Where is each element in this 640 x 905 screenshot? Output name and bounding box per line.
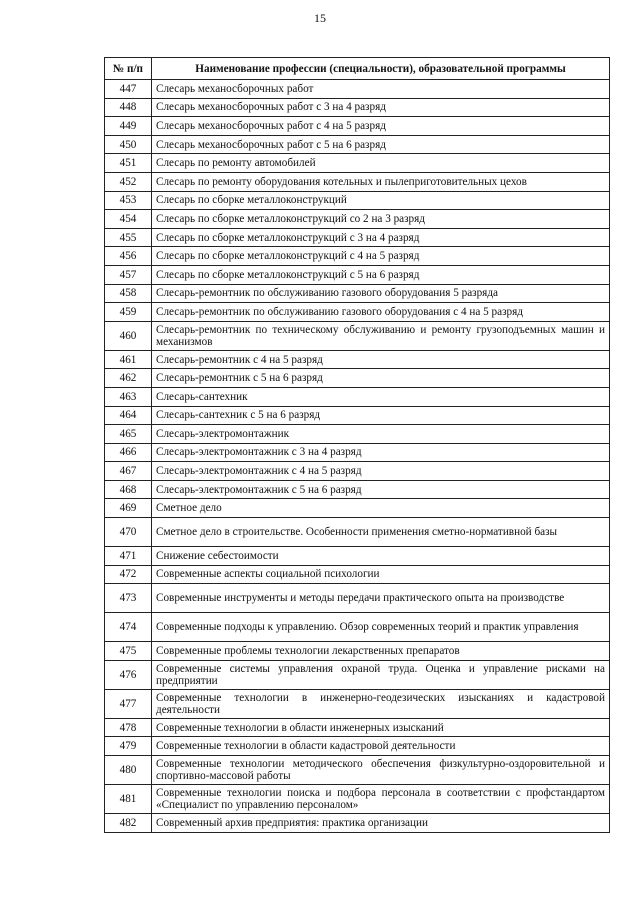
column-header-name: Наименование профессии (специальности), образовательной программы [152,58,610,80]
table-row [105,462,610,481]
row-program-name: Слесарь-электромонтажник [152,425,610,444]
row-number: 477 [105,689,152,718]
row-program-name: Слесарь-сантехник с 5 на 6 разряд [152,406,610,425]
row-program-name: Слесарь по сборке металлоконструкций с 4 на 5 разряд [152,247,610,266]
table-row [105,499,610,518]
row-number: 479 [105,737,152,756]
row-number: 448 [105,98,152,117]
row-program-name: Снижение себестоимости [152,547,610,566]
row-program-name: Современные системы управления охраной труда. Оценка и управление рисками на предприятии [152,660,610,689]
row-program-name: Слесарь-электромонтажник с 3 на 4 разряд [152,443,610,462]
table-row [105,228,610,247]
table-row [105,117,610,136]
table-row [105,689,610,718]
row-number: 449 [105,117,152,136]
row-program-name: Слесарь по ремонту оборудования котельных и пылеприготовительных цехов [152,172,610,191]
table-row [105,642,610,661]
table-row [105,756,610,785]
table-row [105,814,610,833]
row-number: 463 [105,387,152,406]
row-number: 480 [105,756,152,785]
row-number: 451 [105,154,152,173]
table-header-row [105,58,610,80]
row-number: 452 [105,172,152,191]
row-number: 481 [105,785,152,814]
table-row [105,265,610,284]
table-row [105,154,610,173]
row-program-name: Слесарь по ремонту автомобилей [152,154,610,173]
table-row [105,518,610,547]
row-number: 466 [105,443,152,462]
row-number: 469 [105,499,152,518]
table-row [105,135,610,154]
row-number: 460 [105,321,152,350]
row-program-name: Слесарь по сборке металлоконструкций [152,191,610,210]
row-number: 471 [105,547,152,566]
row-number: 458 [105,284,152,303]
row-number: 478 [105,718,152,737]
row-program-name: Слесарь-электромонтажник с 5 на 6 разряд [152,480,610,499]
row-program-name: Слесарь-ремонтник по техническому обслуживанию и ремонту грузоподъемных машин и механизмов [152,321,610,350]
table-row [105,547,610,566]
table-row [105,613,610,642]
row-number: 475 [105,642,152,661]
row-program-name: Слесарь механосборочных работ с 5 на 6 разряд [152,135,610,154]
row-program-name: Слесарь по сборке металлоконструкций с 3 на 4 разряд [152,228,610,247]
row-number: 447 [105,80,152,99]
row-program-name: Слесарь-ремонтник с 4 на 5 разряд [152,350,610,369]
row-program-name: Современный архив предприятия: практика организации [152,814,610,833]
row-program-name: Слесарь-ремонтник с 5 на 6 разряд [152,369,610,388]
row-number: 465 [105,425,152,444]
row-program-name: Современные проблемы технологии лекарственных препаратов [152,642,610,661]
row-program-name: Слесарь-сантехник [152,387,610,406]
row-number: 461 [105,350,152,369]
table-row [105,480,610,499]
row-number: 467 [105,462,152,481]
column-header-number: № п/п [105,58,152,80]
table-row [105,737,610,756]
row-program-name: Современные технологии в инженерно-геодезических изысканиях и кадастровой деятельности [152,689,610,718]
row-number: 459 [105,303,152,322]
row-number: 468 [105,480,152,499]
row-number: 470 [105,518,152,547]
row-program-name: Слесарь механосборочных работ с 4 на 5 разряд [152,117,610,136]
table-row [105,80,610,99]
row-number: 472 [105,565,152,584]
table-row [105,785,610,814]
row-program-name: Современные технологии методического обеспечения физкультурно-оздоровительной и спортивно-массовой работы [152,756,610,785]
row-number: 462 [105,369,152,388]
table-row [105,247,610,266]
row-number: 464 [105,406,152,425]
table-row [105,284,610,303]
row-number: 457 [105,265,152,284]
row-program-name: Слесарь-электромонтажник с 4 на 5 разряд [152,462,610,481]
table-row [105,98,610,117]
row-program-name: Современные аспекты социальной психологии [152,565,610,584]
row-number: 450 [105,135,152,154]
table-row [105,584,610,613]
table-row [105,172,610,191]
table-row [105,718,610,737]
table-row [105,660,610,689]
table-row [105,387,610,406]
row-program-name: Современные технологии поиска и подбора персонала в соответствии с профстандартом «Специалист по управлению персоналом» [152,785,610,814]
table-row [105,210,610,229]
programs-table [104,57,610,833]
table-row [105,406,610,425]
table-row [105,321,610,350]
row-program-name: Сметное дело [152,499,610,518]
table-row [105,565,610,584]
row-number: 474 [105,613,152,642]
row-program-name: Слесарь механосборочных работ с 3 на 4 разряд [152,98,610,117]
table-body [105,80,610,833]
row-program-name: Современные инструменты и методы передачи практического опыта на производстве [152,584,610,613]
table-row [105,369,610,388]
row-program-name: Слесарь по сборке металлоконструкций с 5 на 6 разряд [152,265,610,284]
page-number: 15 [314,11,326,25]
row-program-name: Современные технологии в области инженерных изысканий [152,718,610,737]
row-program-name: Слесарь-ремонтник по обслуживанию газового оборудования с 4 на 5 разряд [152,303,610,322]
row-program-name: Слесарь по сборке металлоконструкций со 2 на 3 разряд [152,210,610,229]
row-number: 453 [105,191,152,210]
row-program-name: Современные технологии в области кадастровой деятельности [152,737,610,756]
row-program-name: Сметное дело в строительстве. Особенности применения сметно-нормативной базы [152,518,610,547]
table-row [105,191,610,210]
table-row [105,443,610,462]
row-number: 455 [105,228,152,247]
row-number: 456 [105,247,152,266]
table-row [105,350,610,369]
row-program-name: Современные подходы к управлению. Обзор современных теорий и практик управления [152,613,610,642]
row-program-name: Слесарь-ремонтник по обслуживанию газового оборудования 5 разряда [152,284,610,303]
table-row [105,425,610,444]
row-program-name: Слесарь механосборочных работ [152,80,610,99]
row-number: 454 [105,210,152,229]
row-number: 482 [105,814,152,833]
row-number: 473 [105,584,152,613]
row-number: 476 [105,660,152,689]
table-row [105,303,610,322]
